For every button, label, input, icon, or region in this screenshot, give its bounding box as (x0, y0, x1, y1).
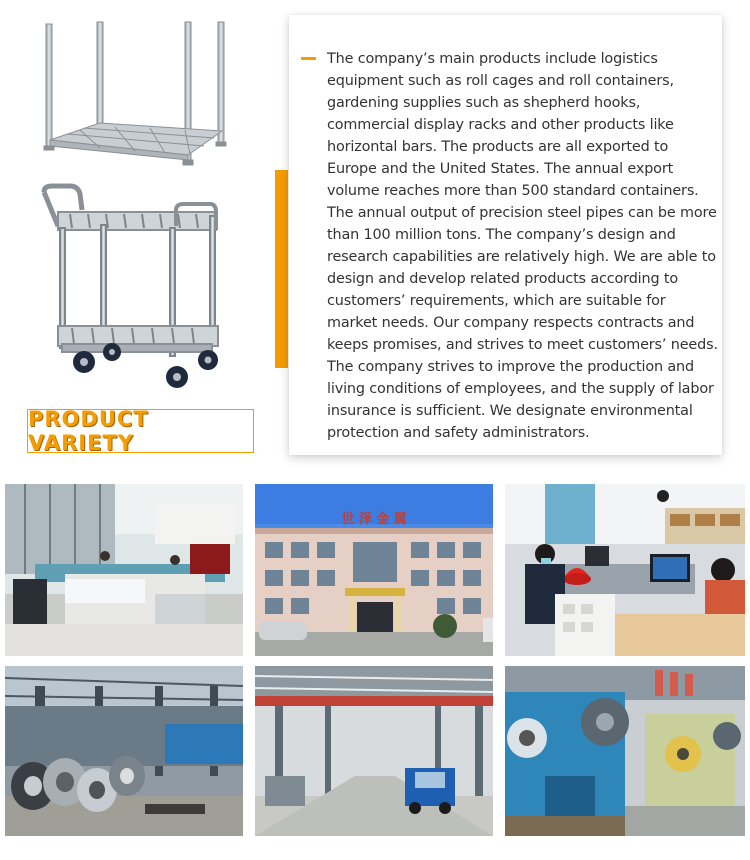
building-photo (255, 484, 493, 656)
bullet-dash (301, 57, 316, 60)
company-description: The company’s main products include logistics equipment such as roll cages and roll containers, gardening supplies such as shepherd hooks, commercial display racks and other products like horizontal bars. The products are all exported to Europe and the United States. The annual export volume reaches more than 500 standard containers. The annual output of precision steel pipes can be more than 100 million tons. The company’s design and research capabilities are relatively high. We are able to design and develop related products according to customers’ requirements, which are suitable for market needs. Our company respects contracts and keeps promises, and strives to meet customers’ needs. The company strives to improve the production and living conditions of employees, and the supply of labor insurance is sufficient. We designate environmental protection and safety administrators. (327, 51, 718, 441)
product-illustration (0, 0, 280, 400)
description-card (289, 15, 722, 455)
steel-coil-warehouse-photo (5, 666, 243, 836)
building-sign: 世 泽 金 属 (341, 512, 407, 527)
factory-hall-truck-photo (255, 666, 493, 836)
product-variety-label: PRODUCT VARIETY (27, 409, 254, 453)
punch-press-machines-photo (505, 666, 745, 836)
product-images (0, 0, 280, 400)
office-photo (5, 484, 243, 656)
accent-bar (275, 170, 288, 368)
two-tier-trolley (44, 186, 218, 356)
stacking-rack (44, 22, 226, 165)
workers-photo (505, 484, 745, 656)
